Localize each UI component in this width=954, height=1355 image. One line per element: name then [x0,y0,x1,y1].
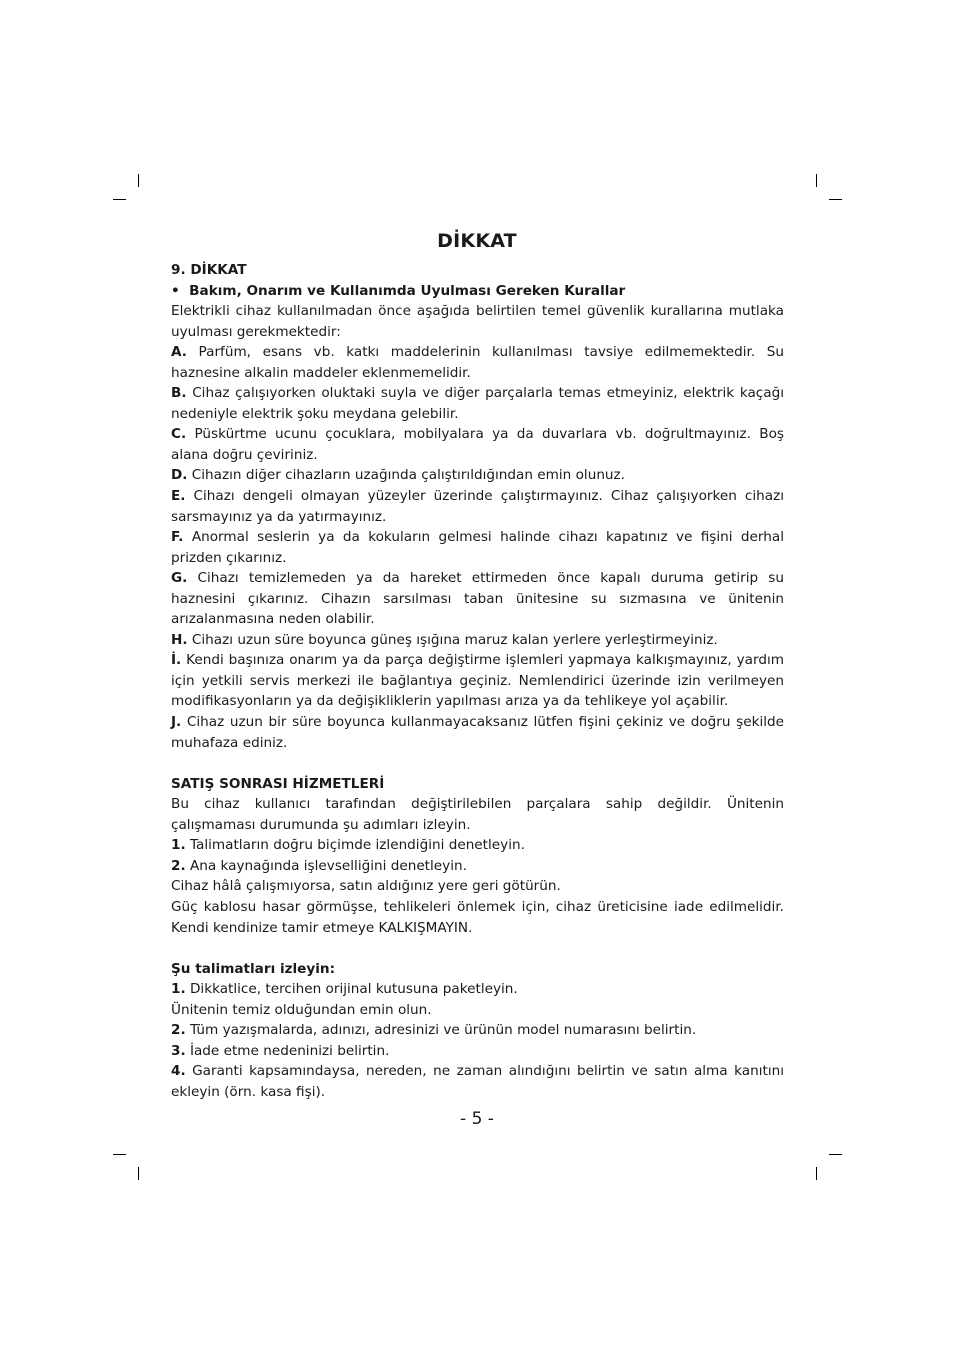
rule-item [171,424,784,465]
rule-item-label: İ. [171,652,182,669]
page-title: DİKKAT [437,230,517,252]
instruction-step-text: İade etme nedeninizi belirtin. [189,1042,390,1059]
rule-item-text: Anormal seslerin ya da kokuların gelmesi halinde cihazı kapatınız ve fişini derhal prizden çıkarınız. [171,529,784,566]
rule-item-label: C. [171,426,187,443]
after-sales-heading: SATIŞ SONRASI HİZMETLERİ [171,775,385,792]
step-text: Dikkatlice, tercihen orijinal kutusuna paketleyin. [189,981,518,998]
section-heading: 9. DİKKAT [171,262,247,278]
instructions-heading: Şu talimatları izleyin: [171,960,336,977]
crop-mark-top-left-vertical [138,174,139,187]
instruction-steps [171,1020,784,1102]
rule-item [171,465,784,486]
rule-item [171,486,784,527]
rule-item-label: B. [171,385,187,402]
crop-mark-bottom-right-vertical [816,1167,817,1180]
after-sales-steps [171,835,784,876]
instruction-step-label: 4. [171,1063,186,1080]
instruction-step-label: 3. [171,1042,186,1059]
rule-item-label: G. [171,570,188,587]
instruction-step [171,1061,784,1102]
bullet-heading [171,281,784,302]
rule-item-text: Cihazı dengeli olmayan yüzeyler üzerinde çalıştırmayınız. Cihaz çalışıyorken cihazı sarsmayınız ya da yatırmayınız. [171,488,785,525]
rule-item [171,527,784,568]
instruction-step [171,1041,784,1062]
instruction-step-1 [171,979,784,1000]
rule-item-label: D. [171,467,188,484]
rule-item [171,342,784,383]
instruction-step-text: Tüm yazışmalarda, adınızı, adresinizi ve ürünün model numarasını belirtin. [189,1022,697,1039]
spacer [171,753,784,774]
after-sales-step [171,835,784,856]
crop-mark-top-right-vertical [816,174,817,187]
after-sales-step-text: Ana kaynağında işlevselliğini denetleyin. [189,857,467,874]
step-number: 1. [171,981,186,998]
crop-mark-bottom-left-horizontal [113,1154,126,1155]
instruction-step [171,1020,784,1041]
intro-paragraph: Elektrikli cihaz kullanılmadan önce aşağıda belirtilen temel güvenlik kurallarına mutlaka uyulması gerekmektedir: [171,303,784,340]
rule-item-text: Cihazı uzun süre boyunca güneş ışığına maruz kalan yerlere yerleştirmeyiniz. [191,631,718,648]
rule-item-label: H. [171,631,188,648]
rule-item [171,712,784,753]
crop-mark-top-left-horizontal [113,199,126,200]
after-sales-note-1: Cihaz hâlâ çalışmıyorsa, satın aldığınız yere geri götürün. [171,878,561,895]
after-sales-note-2: Güç kablosu hasar görmüşse, tehlikeleri önlemek için, cihaz üreticisine iade edilmelidir. Kendi kendinize tamir etmeye KALKIŞMAYIN. [171,898,784,936]
rule-item [171,630,784,651]
after-sales-step-text: Talimatların doğru biçimde izlendiğini denetleyin. [189,837,525,854]
spacer [171,938,784,959]
crop-mark-bottom-left-vertical [138,1167,139,1180]
after-sales-step-label: 2. [171,857,186,874]
page-number: - 5 - [460,1109,494,1129]
after-sales-step-label: 1. [171,837,186,854]
rule-item-text: Püskürtme ucunu çocuklara, mobilyalara ya da duvarlara vb. doğrultmayınız. Boş alana doğru çeviriniz. [171,426,785,463]
instruction-step-label: 2. [171,1022,186,1039]
rule-item-text: Cihazı temizlemeden ya da hareket ettirmeden önce kapalı duruma getirip su haznesini çıkarınız. Cihazın sarsılması taban ünitesine su sızmasına ve ünitenin arızalanmasına neden olabilir. [171,570,784,628]
rule-item-text: Cihaz uzun bir süre boyunca kullanmayacaksanız lütfen fişini çekiniz ve doğru şekilde muhafaza ediniz. [171,714,785,751]
bullet-text: Bakım, Onarım ve Kullanımda Uyulması Gereken Kurallar [189,282,626,299]
rule-item [171,383,784,424]
rule-item-label: F. [171,529,184,546]
rule-item-label: A. [171,344,187,361]
after-sales-step [171,856,784,877]
rule-item [171,650,784,712]
rule-item-label: E. [171,488,186,505]
instruction-step-text: Garanti kapsamındaysa, nereden, ne zaman alındığını belirtin ve satın alma kanıtını ekleyin (örn. kasa fişi). [171,1063,784,1100]
crop-mark-bottom-right-horizontal [829,1154,842,1155]
bullet-symbol: • [171,282,180,299]
document-body [171,260,784,1102]
rule-item-text: Parfüm, esans vb. katkı maddelerinin kullanılması tavsiye edilmemektedir. Su haznesine alkalin maddeler eklenmemelidir. [171,344,784,381]
rule-item-text: Cihazın diğer cihazların uzağında çalıştırıldığından emin olunuz. [191,467,626,484]
rule-item-text: Cihaz çalışıyorken oluktaki suyla ve diğer parçalarla temas etmeyiniz, elektrik kaçağı nedeniyle elektrik şoku meydana gelebilir. [171,385,784,422]
after-sales-intro: Bu cihaz kullanıcı tarafından değiştirilebilen parçalara sahip değildir. Ünitenin çalışmaması durumunda şu adımları izleyin. [171,796,784,833]
crop-mark-top-right-horizontal [829,199,842,200]
rule-item [171,568,784,630]
rule-item-text: Kendi başınıza onarım ya da parça değiştirme işlemleri yapmaya kalkışmayınız, yardım için yetkili servis merkezi ile bağlantıya geçiniz. Nemlendirici üzerinde izin verilmeyen modifikasyonların ya da değişikliklerin yapılması arıza ya da tehlikeye yol açabilir. [171,652,784,710]
rules-list [171,342,784,753]
rule-item-label: J. [171,714,182,731]
instruction-step-1-extra: Ünitenin temiz olduğundan emin olun. [171,1001,432,1018]
